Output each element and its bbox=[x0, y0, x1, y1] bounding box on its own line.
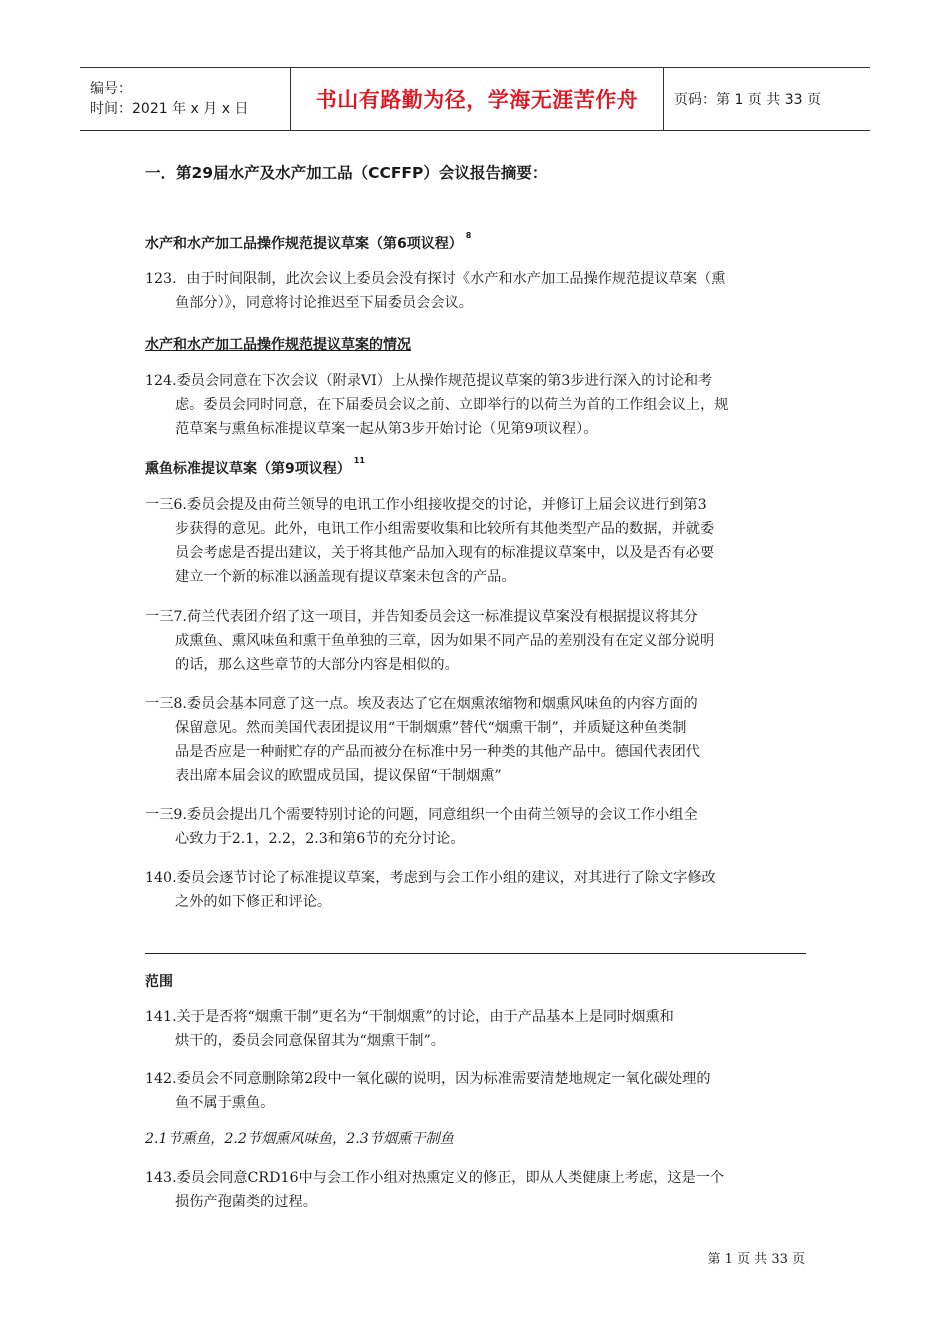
serial-label: 编号： bbox=[90, 81, 132, 97]
footnote-ref: 11 bbox=[353, 456, 365, 465]
section-title: 一．第29届水产及水产加工品（CCFFP）会议报告摘要： bbox=[145, 164, 548, 182]
paragraph-140: 140.委员会逐节讨论了标准提议草案，考虑到与会工作小组的建议，对其进行了除文字修改 之外的如下修正和评论。 bbox=[145, 870, 716, 910]
header-page-cell bbox=[664, 68, 870, 130]
page-header bbox=[80, 67, 870, 131]
horizontal-rule bbox=[145, 953, 806, 954]
heading-scope: 范围 bbox=[145, 974, 173, 990]
page-footer: 第 1 页 共 33 页 bbox=[707, 1252, 805, 1267]
paragraph-123: 123．由于时间限制，此次会议上委员会没有探讨《水产和水产加工品操作规范提议草案（熏 鱼部分）》，同意将讨论推迟至下届委员会会议。 bbox=[145, 271, 726, 311]
subsection-italic-line: 2.1节熏鱼，2.2节烟熏风味鱼，2.3节烟熏干制鱼 bbox=[145, 1131, 454, 1147]
time-label: 时间：2021 年 x 月 x 日 bbox=[90, 101, 249, 117]
paragraph-142: 142.委员会不同意删除第2段中一氧化碳的说明，因为标准需要清楚地规定一氧化碳处理的 鱼不属于熏鱼。 bbox=[145, 1071, 711, 1111]
paragraph-124: 124.委员会同意在下次会议（附录VI）上从操作规范提议草案的第3步进行深入的讨论和考 虑。委员会同时同意，在下届委员会议之前、立即举行的以荷兰为首的工作组会议上，规 范草案与熏鱼标准提议草案一起从第3步开始讨论（见第9项议程）。 bbox=[145, 373, 729, 437]
paragraph-143: 143.委员会同意CRD16中与会工作小组对热熏定义的修正，即从人类健康上考虑，这是一个 损伤产孢菌类的过程。 bbox=[145, 1170, 725, 1210]
paragraph-138: 一三8.委员会基本同意了这一点。埃及表达了它在烟熏浓缩物和烟熏风味鱼的内容方面的 保留意见。然而美国代表团提议用“干制烟熏”替代“烟熏干制”，并质疑这种鱼类制 品是否应是一种耐贮存的产品而被分在标准中另一种类的其他产品中。德国代表团代 表出席本届会议的欧盟成员国，提议保留“干制烟熏” bbox=[145, 696, 700, 784]
paragraph-141: 141.关于是否将“烟熏干制”更名为“干制烟熏”的讨论，由于产品基本上是同时烟熏和 烘干的，委员会同意保留其为“烟熏干制”。 bbox=[145, 1009, 674, 1049]
page-label: 页码：第 1 页 共 33 页 bbox=[674, 92, 821, 108]
paragraph-139: 一三9.委员会提出几个需要特别讨论的问题，同意组织一个由荷兰领导的会议工作小组全 心致力于2.1，2.2，2.3和第6节的充分讨论。 bbox=[145, 807, 698, 847]
footnote-ref: 8 bbox=[465, 231, 472, 240]
motto: 书山有路勤为径，学海无涯苦作舟 bbox=[315, 88, 639, 112]
heading-code-status: 水产和水产加工品操作规范提议草案的情况 bbox=[145, 337, 411, 353]
header-meta bbox=[80, 68, 290, 130]
paragraph-137: 一三7.荷兰代表团介绍了这一项目，并告知委员会这一标准提议草案没有根据提议将其分 成熏鱼、熏风味鱼和熏干鱼单独的三章，因为如果不同产品的差别没有在定义部分说明 的话，那么这些章节的大部分内容是相似的。 bbox=[145, 609, 715, 673]
header-motto-cell bbox=[290, 68, 664, 130]
paragraph-136: 一三6.委员会提及由荷兰领导的电讯工作小组接收提交的讨论，并修订上届会议进行到第3 步获得的意见。此外，电讯工作小组需要收集和比较所有其他类型产品的数据，并就委 员会考虑是否提出建议，关于将其他产品加入现有的标准提议草案中，以及是否有必要 建立一个新的标准以涵盖现有提议草案未包含的产品。 bbox=[145, 497, 715, 585]
heading-agenda-6: 水产和水产加工品操作规范提议草案（第6项议程）$^8$ bbox=[145, 231, 472, 252]
heading-agenda-9: 熏鱼标准提议草案（第9项议程）$^{11}$ bbox=[145, 456, 365, 477]
